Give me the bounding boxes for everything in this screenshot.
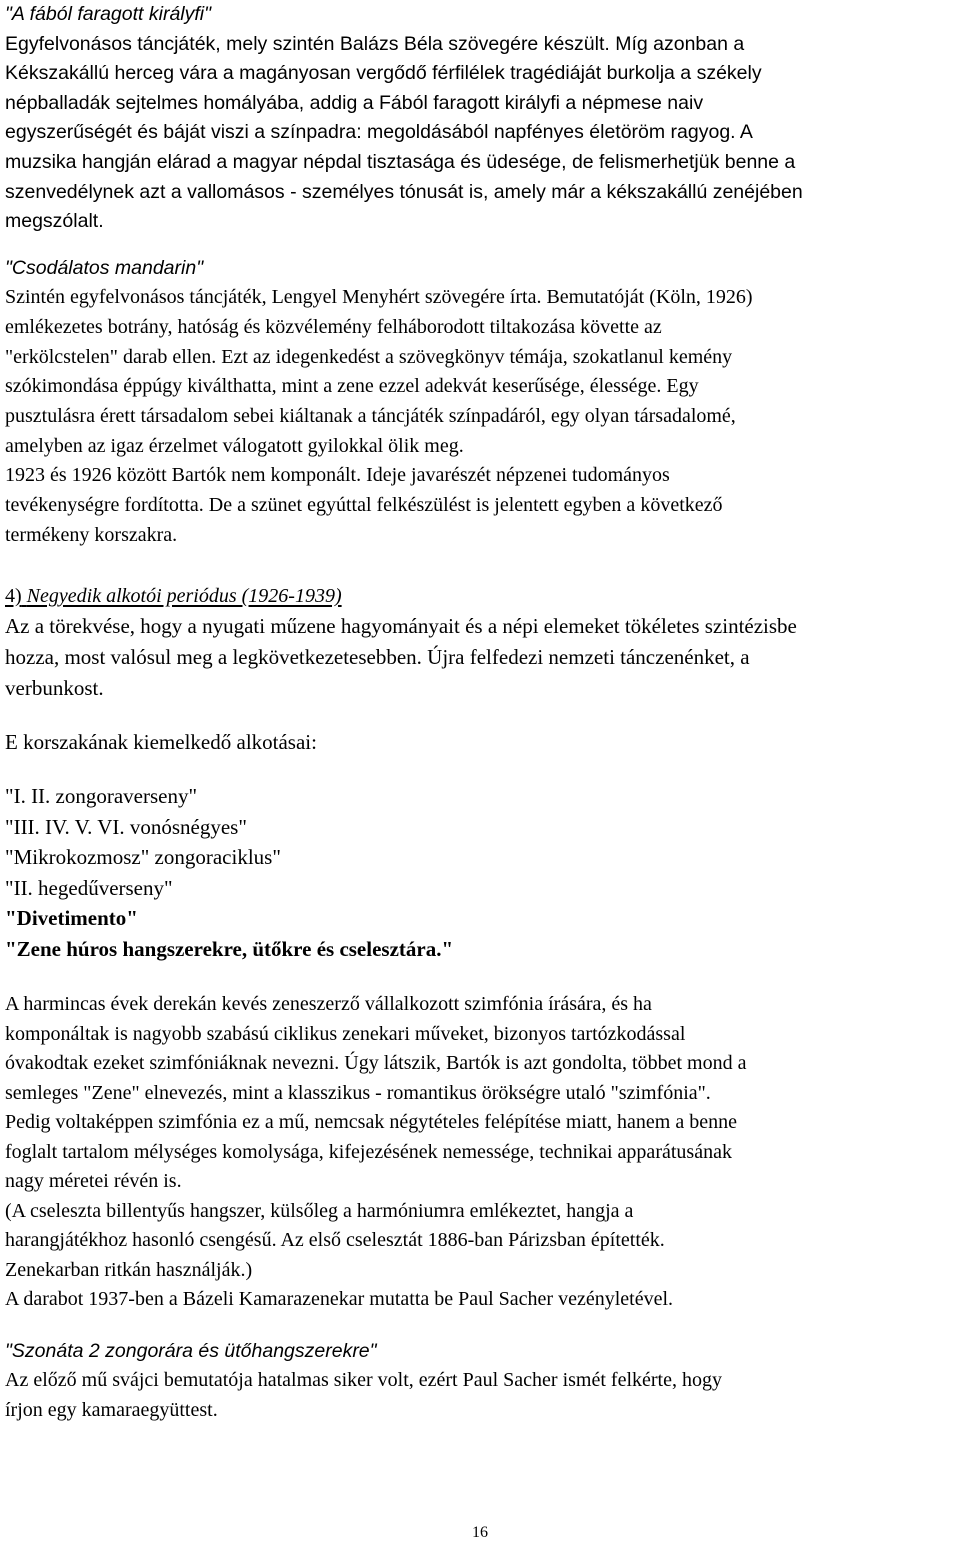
section-csodalatos-mandarin <box>5 254 957 551</box>
work-item: "II. hegedűverseny" <box>5 875 173 900</box>
text-line: Kékszakállú herceg vára a magányosan vergődő férfilélek tragédiáját burkolja a székely <box>5 62 762 85</box>
work-title: "A fából faragott királyfi" <box>5 3 212 25</box>
page-number: 16 <box>472 1524 488 1541</box>
text-line: komponáltak is nagyobb szabású ciklikus zenekari műveket, bizonyos tartózkodással <box>5 1022 686 1045</box>
works-list <box>5 781 957 964</box>
section-szonata <box>5 1337 957 1426</box>
text-line: termékeny korszakra. <box>5 523 178 546</box>
spacer <box>5 758 957 781</box>
text-line: népballadák sejtelmes homályába, addig a Fából faragott királyfi a népmese naiv <box>5 91 704 114</box>
text-line: szókimondása éppúgy kiválthatta, mint a zene ezzel adekvát keserűsége, élessége. Egy <box>5 375 699 398</box>
spacer <box>5 1315 957 1337</box>
text-line: A harmincas évek derekán kevés zeneszerző vállalkozott szimfónia írására, és ha <box>5 993 652 1016</box>
text-line: A darabot 1937-ben a Bázeli Kamarazenekar mutatta be Paul Sacher vezényletével. <box>5 1288 674 1311</box>
section-fabol-faragott-kiralyfi <box>5 0 957 237</box>
text-line: (A cseleszta billentyűs hangszer, külsőleg a harmóniumra emlékeztet, hangja a <box>5 1199 634 1222</box>
section-body <box>5 611 957 704</box>
section-body <box>5 283 957 550</box>
section-heading <box>5 582 342 612</box>
text-line: írjon egy kamaraegyüttest. <box>5 1398 218 1421</box>
works-intro: E korszakának kiemelkedő alkotásai: <box>5 730 317 755</box>
section-body <box>5 990 957 1315</box>
text-line: Szintén egyfelvonásos táncjáték, Lengyel Menyhért szövegére írta. Bemutatóját (Köln, 1926) <box>5 286 753 309</box>
work-title: "Szonáta 2 zongorára és ütőhangszerekre" <box>5 1339 377 1362</box>
text-line: harangjátékhoz hasonló csengésű. Az első cselesztát 1886-ban Párizsban építették. <box>5 1229 665 1252</box>
section-body <box>5 1366 957 1425</box>
work-item: "Mikrokozmosz" zongoraciklus" <box>5 845 281 870</box>
text-line: semleges "Zene" elnevezés, mint a klasszikus - romantikus örökségre utaló "szimfónia". <box>5 1081 711 1104</box>
text-line: megszólalt. <box>5 210 104 233</box>
text-line: pusztulásra érett társadalom sebei kiáltanak a táncjáték színpadáról, egy olyan társadalomé, <box>5 405 736 428</box>
section-zene-discussion <box>5 990 957 1315</box>
text-line: Pedig voltaképpen szimfónia ez a mű, nemcsak négytételes felépítése miatt, hanem a benne <box>5 1111 737 1134</box>
text-line: amelyben az igaz érzelmet válogatott gyilokkal ölik meg. <box>5 434 464 457</box>
text-line: Az előző mű svájci bemutatója hatalmas siker volt, ezért Paul Sacher ismét felkérte, hogy <box>5 1369 722 1392</box>
text-line: óvakodtak ezeket szimfóniáknak nevezni. Úgy látszik, Bartók is azt gondolta, többet mond a <box>5 1052 747 1075</box>
document-page <box>5 0 957 1425</box>
work-item: "I. II. zongoraverseny" <box>5 784 198 809</box>
text-line: muzsika hangján elárad a magyar népdal tisztasága és üdesége, de felismerhetjük benne a <box>5 150 796 173</box>
section-body <box>5 30 957 237</box>
text-line: szenvedélynek azt a vallomásos - személyes tónusát is, amely már a kékszakállú zenéjében <box>5 180 803 203</box>
text-line: hozza, most valósul meg a legkövetkezetesebben. Újra felfedezi nemzeti tánczenénket, a <box>5 645 750 670</box>
text-line: Egyfelvonásos táncjáték, mely szintén Balázs Béla szövegére készült. Míg azonban a <box>5 32 745 55</box>
spacer <box>5 237 957 254</box>
work-item: "III. IV. V. VI. vonósnégyes" <box>5 814 247 839</box>
text-line: 1923 és 1926 között Bartók nem komponált. Ideje javarészét népzenei tudományos <box>5 464 670 487</box>
text-line: nagy méretei révén is. <box>5 1170 182 1193</box>
text-line: verbunkost. <box>5 676 104 701</box>
work-item-bold: "Zene húros hangszerekre, ütőkre és cselesztára." <box>5 936 454 961</box>
text-line: emlékezetes botrány, hatóság és közvélemény felháborodott tiltakozása követte az <box>5 315 662 338</box>
text-line: foglalt tartalom mélységes komolysága, kifejezésének nemessége, technikai apparátusának <box>5 1140 732 1163</box>
text-line: Az a törekvése, hogy a nyugati műzene hagyományait és a népi elemeket tökéletes szintézisbe <box>5 614 797 639</box>
text-line: Zenekarban ritkán használják.) <box>5 1258 253 1281</box>
spacer <box>5 964 957 990</box>
spacer <box>5 551 957 582</box>
heading-number: 4) <box>5 584 22 607</box>
text-line: "erkölcstelen" darab ellen. Ezt az idegenkedést a szövegkönyv témája, szokatlanul kemény <box>5 345 733 368</box>
spacer <box>5 704 957 727</box>
text-line: egyszerűségét és báját viszi a színpadra: megoldásából napfényes életöröm ragyog. A <box>5 121 753 144</box>
heading-text: Negyedik alkotói periódus (1926-1939) <box>26 584 342 607</box>
work-title: "Csodálatos mandarin" <box>5 256 204 279</box>
text-line: tevékenységre fordította. De a szünet egyúttal felkészülést is jelentett egyben a következő <box>5 494 723 517</box>
work-item-bold: "Divetimento" <box>5 906 138 931</box>
section-negyedik-periodus <box>5 582 957 965</box>
